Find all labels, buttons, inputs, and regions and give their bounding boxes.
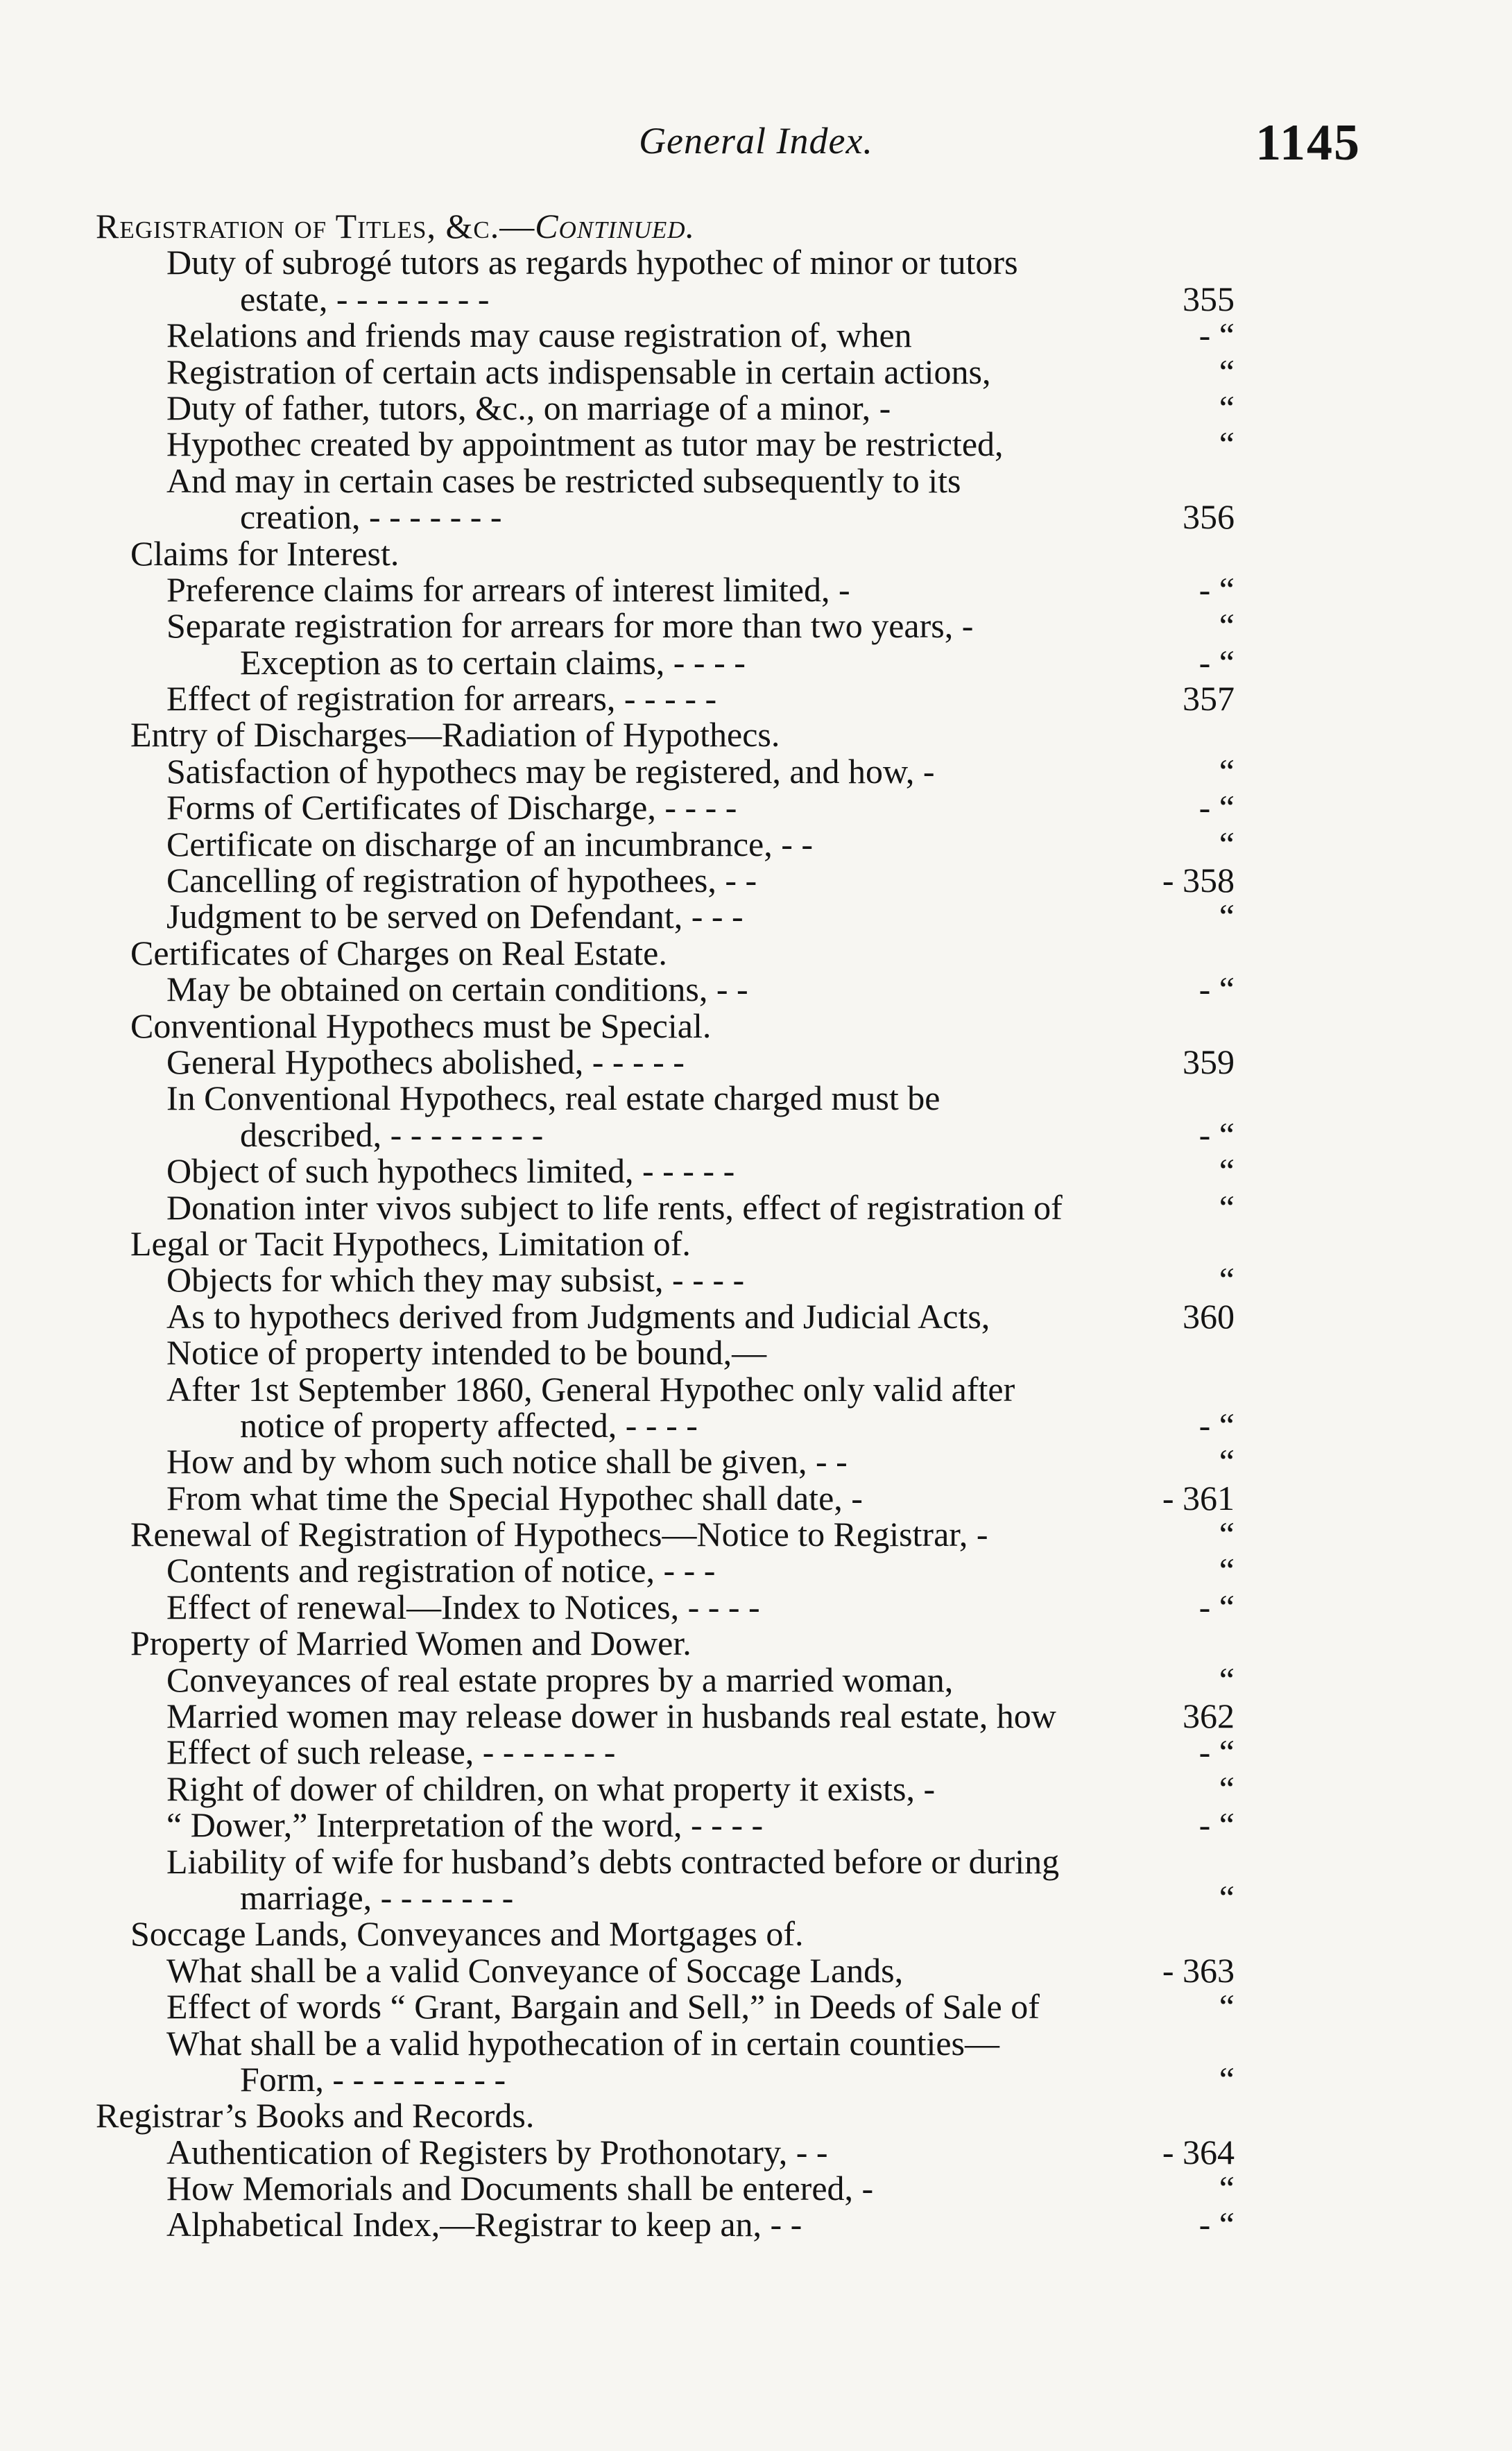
entry-text: Satisfaction of hypothecs may be registered, and how, - <box>166 751 935 791</box>
index-entry <box>0 426 1512 462</box>
index-entry <box>0 281 1512 317</box>
index-entry <box>0 1371 1512 1407</box>
index-entries <box>0 208 1512 2243</box>
page-number: 1145 <box>1255 114 1361 171</box>
running-title: General Index. <box>639 120 873 162</box>
entry-text: As to hypothecs derived from Judgments and Judicial Acts, <box>166 1296 990 1336</box>
entry-text: Effect of renewal—Index to Notices, - - - - <box>166 1587 760 1626</box>
entry-page-ref: - “ <box>1199 569 1235 609</box>
entry-text: How and by whom such notice shall be given, - - <box>166 1442 848 1481</box>
entry-page-ref: - 361 <box>1162 1478 1235 1517</box>
index-entry <box>0 1223 1512 1263</box>
index-entry <box>0 1407 1512 1443</box>
entry-text: Liability of wife for husband’s debts contracted before or during <box>166 1841 1060 1881</box>
index-entry <box>0 390 1512 426</box>
entry-text: How Memorials and Documents shall be entered, - <box>166 2169 874 2208</box>
entry-text: creation, - - - - - - - <box>240 497 502 537</box>
index-entry <box>0 1008 1512 1044</box>
entry-text: Conveyances of real estate propres by a married woman, <box>166 1660 954 1699</box>
index-entry <box>0 2097 1512 2133</box>
entry-page-ref: - 363 <box>1162 1950 1235 1990</box>
index-entry <box>0 1662 1512 1698</box>
index-entry <box>0 1698 1512 1734</box>
entry-page-ref: “ <box>1219 1442 1235 1481</box>
index-entry <box>0 862 1512 898</box>
index-entry <box>0 571 1512 608</box>
index-entry <box>0 1516 1512 1552</box>
entry-page-ref: “ <box>1219 751 1235 791</box>
index-entry <box>0 971 1512 1007</box>
entry-text: General Hypothecs abolished, - - - - - <box>166 1042 685 1081</box>
entry-text: marriage, - - - - - - - <box>240 1877 514 1917</box>
entry-text-italic: Continued. <box>535 207 696 246</box>
entry-text: estate, - - - - - - - - <box>240 279 490 318</box>
index-entry <box>0 1044 1512 1080</box>
entry-text: Entry of Discharges—Radiation of Hypothecs. <box>130 715 780 755</box>
entry-page-ref: “ <box>1219 424 1235 464</box>
index-entry <box>0 1552 1512 1588</box>
index-entry <box>0 1734 1512 1770</box>
entry-page-ref: “ <box>1219 388 1235 427</box>
entry-text: Donation inter vivos subject to life rents, effect of registration of <box>166 1187 1063 1227</box>
entry-page-ref: 362 <box>1183 1696 1235 1736</box>
entry-text: In Conventional Hypothecs, real estate charged must be <box>166 1078 940 1118</box>
entry-text: Objects for which they may subsist, - - - - <box>166 1260 745 1300</box>
index-entry <box>0 499 1512 535</box>
index-entry <box>0 317 1512 353</box>
index-entry <box>0 2025 1512 2061</box>
entry-text: Renewal of Registration of Hypothecs—Notice to Registrar, - <box>130 1515 988 1554</box>
index-entry <box>0 1589 1512 1625</box>
entry-text: “ Dower,” Interpretation of the word, - - - - <box>166 1805 764 1845</box>
index-entry <box>0 1771 1512 1807</box>
entry-page-ref: “ <box>1219 824 1235 863</box>
index-entry <box>0 935 1512 971</box>
index-entry <box>0 1987 1512 2027</box>
entry-text: Duty of father, tutors, &c., on marriage of a minor, - <box>166 388 891 427</box>
entry-page-ref: 360 <box>1183 1296 1235 1336</box>
index-entry <box>0 463 1512 499</box>
entry-page-ref: - “ <box>1199 1405 1235 1445</box>
index-entry <box>0 244 1512 280</box>
index-entry <box>0 2206 1512 2242</box>
entry-page-ref: “ <box>1219 1769 1235 1808</box>
entry-text: Contents and registration of notice, - - - <box>166 1551 716 1590</box>
entry-text: Claims for Interest. <box>130 533 400 573</box>
index-entry <box>0 789 1512 825</box>
index-entry <box>0 1443 1512 1479</box>
entry-text: Registration of certain acts indispensable in certain actions, <box>166 352 991 391</box>
entry-page-ref: “ <box>1219 897 1235 936</box>
index-entry <box>0 1333 1512 1373</box>
entry-text: Preference claims for arrears of interest limited, - <box>166 569 850 609</box>
entry-page-ref: “ <box>1219 606 1235 646</box>
index-entry <box>0 1080 1512 1116</box>
entry-text: What shall be a valid hypothecation of in certain counties— <box>166 2023 1000 2063</box>
entry-text: Registrar’s Books and Records. <box>96 2096 535 2135</box>
entry-page-ref: “ <box>1219 1660 1235 1699</box>
index-entry <box>0 826 1512 862</box>
entry-page-ref: - “ <box>1199 1732 1235 1772</box>
index-entry <box>0 753 1512 789</box>
entry-page-ref: 355 <box>1183 279 1235 318</box>
index-entry <box>0 608 1512 644</box>
entry-page-ref: “ <box>1219 1187 1235 1227</box>
page-header <box>0 114 1512 175</box>
entry-text: Effect of words “ Grant, Bargain and Sell,” in Deeds of Sale of <box>166 1987 1040 2027</box>
entry-text: From what time the Special Hypothec shall date, - <box>166 1478 863 1517</box>
entry-page-ref: - “ <box>1199 1805 1235 1845</box>
entry-page-ref: “ <box>1219 1260 1235 1300</box>
entry-text: Conventional Hypothecs must be Special. <box>130 1006 712 1045</box>
entry-text: Alphabetical Index,—Registrar to keep an, - - <box>166 2205 802 2244</box>
entry-page-ref: “ <box>1219 1877 1235 1917</box>
entry-text: Authentication of Registers by Prothonotary, - - <box>166 2132 828 2172</box>
entry-text: Forms of Certificates of Discharge, - - - - <box>166 788 737 827</box>
entry-text: And may in certain cases be restricted subsequently to its <box>166 461 961 500</box>
index-entry <box>0 898 1512 934</box>
entry-text: Effect of such release, - - - - - - - <box>166 1732 616 1772</box>
index-entry <box>0 1153 1512 1189</box>
entry-page-ref: “ <box>1219 1515 1235 1554</box>
index-entry <box>0 2170 1512 2206</box>
entry-page-ref: 356 <box>1183 497 1235 537</box>
index-entry <box>0 1480 1512 1516</box>
entry-text: Object of such hypothecs limited, - - - - - <box>166 1151 735 1191</box>
entry-text: May be obtained on certain conditions, - - <box>166 970 748 1009</box>
entry-text: Exception as to certain claims, - - - - <box>240 642 746 682</box>
entry-text: Property of Married Women and Dower. <box>130 1624 691 1663</box>
entry-text: Relations and friends may cause registration of, when <box>166 316 912 355</box>
entry-page-ref: - “ <box>1199 316 1235 355</box>
index-entry <box>0 1807 1512 1843</box>
entry-page-ref: - 364 <box>1162 2132 1235 2172</box>
index-entry <box>0 1189 1512 1226</box>
index-entry <box>0 1916 1512 1952</box>
entry-page-ref: “ <box>1219 1551 1235 1590</box>
entry-text: Certificate on discharge of an incumbrance, - - <box>166 824 814 863</box>
entry-text: After 1st September 1860, General Hypothec only valid after <box>166 1369 1015 1409</box>
entry-text: Form, - - - - - - - - - <box>240 2059 506 2099</box>
entry-text: Notice of property intended to be bound,— <box>166 1333 767 1373</box>
entry-text: Soccage Lands, Conveyances and Mortgages of. <box>130 1914 804 1954</box>
entry-text: Legal or Tacit Hypothecs, Limitation of. <box>130 1223 691 1263</box>
index-entry <box>0 354 1512 390</box>
entry-text: Right of dower of children, on what property it exists, - <box>166 1769 936 1808</box>
index-entry <box>0 1843 1512 1880</box>
entry-text: What shall be a valid Conveyance of Soccage Lands, <box>166 1950 904 1990</box>
entry-text: described, - - - - - - - - <box>240 1115 544 1154</box>
entry-page-ref: “ <box>1219 2169 1235 2208</box>
entry-text: Duty of subrogé tutors as regards hypothec of minor or tutors <box>166 243 1018 282</box>
entry-page-ref: “ <box>1219 352 1235 391</box>
entry-page-ref: - “ <box>1199 1115 1235 1154</box>
index-entry <box>0 1952 1512 1988</box>
entry-text: Hypothec created by appointment as tutor may be restricted, <box>166 424 1004 464</box>
entry-page-ref: - 358 <box>1162 861 1235 900</box>
entry-page-ref: “ <box>1219 1151 1235 1191</box>
entry-page-ref: - “ <box>1199 2205 1235 2244</box>
entry-page-ref: - “ <box>1199 788 1235 827</box>
entry-text: Cancelling of registration of hypothees, - - <box>166 861 757 900</box>
index-entry <box>0 535 1512 571</box>
entry-text: Married women may release dower in husbands real estate, how <box>166 1696 1056 1736</box>
index-entry <box>0 1117 1512 1153</box>
entry-text: Separate registration for arrears for more than two years, - <box>166 606 974 646</box>
entry-page-ref: “ <box>1219 2059 1235 2099</box>
entry-text: notice of property affected, - - - - <box>240 1405 698 1445</box>
entry-page-ref: 359 <box>1183 1042 1235 1081</box>
entry-text: Effect of registration for arrears, - - - - - <box>166 679 717 719</box>
entry-text: Certificates of Charges on Real Estate. <box>130 933 667 972</box>
index-entry <box>0 2134 1512 2170</box>
index-entry <box>0 679 1512 719</box>
entry-page-ref: “ <box>1219 1987 1235 2027</box>
index-entry <box>0 1298 1512 1334</box>
index-entry <box>0 1877 1512 1917</box>
index-entry <box>0 715 1512 755</box>
index-entry <box>0 1625 1512 1661</box>
entry-page-ref: - “ <box>1199 970 1235 1009</box>
index-entry <box>0 644 1512 680</box>
index-entry <box>0 1262 1512 1298</box>
index-entry <box>0 208 1512 244</box>
entry-page-ref: 357 <box>1183 679 1235 719</box>
entry-text: Judgment to be served on Defendant, - - - <box>166 897 744 936</box>
entry-page-ref: - “ <box>1199 1587 1235 1626</box>
entry-page-ref: - “ <box>1199 642 1235 682</box>
entry-text: Registration of Titles, &c.—Continued. <box>96 207 696 246</box>
index-entry <box>0 2061 1512 2097</box>
